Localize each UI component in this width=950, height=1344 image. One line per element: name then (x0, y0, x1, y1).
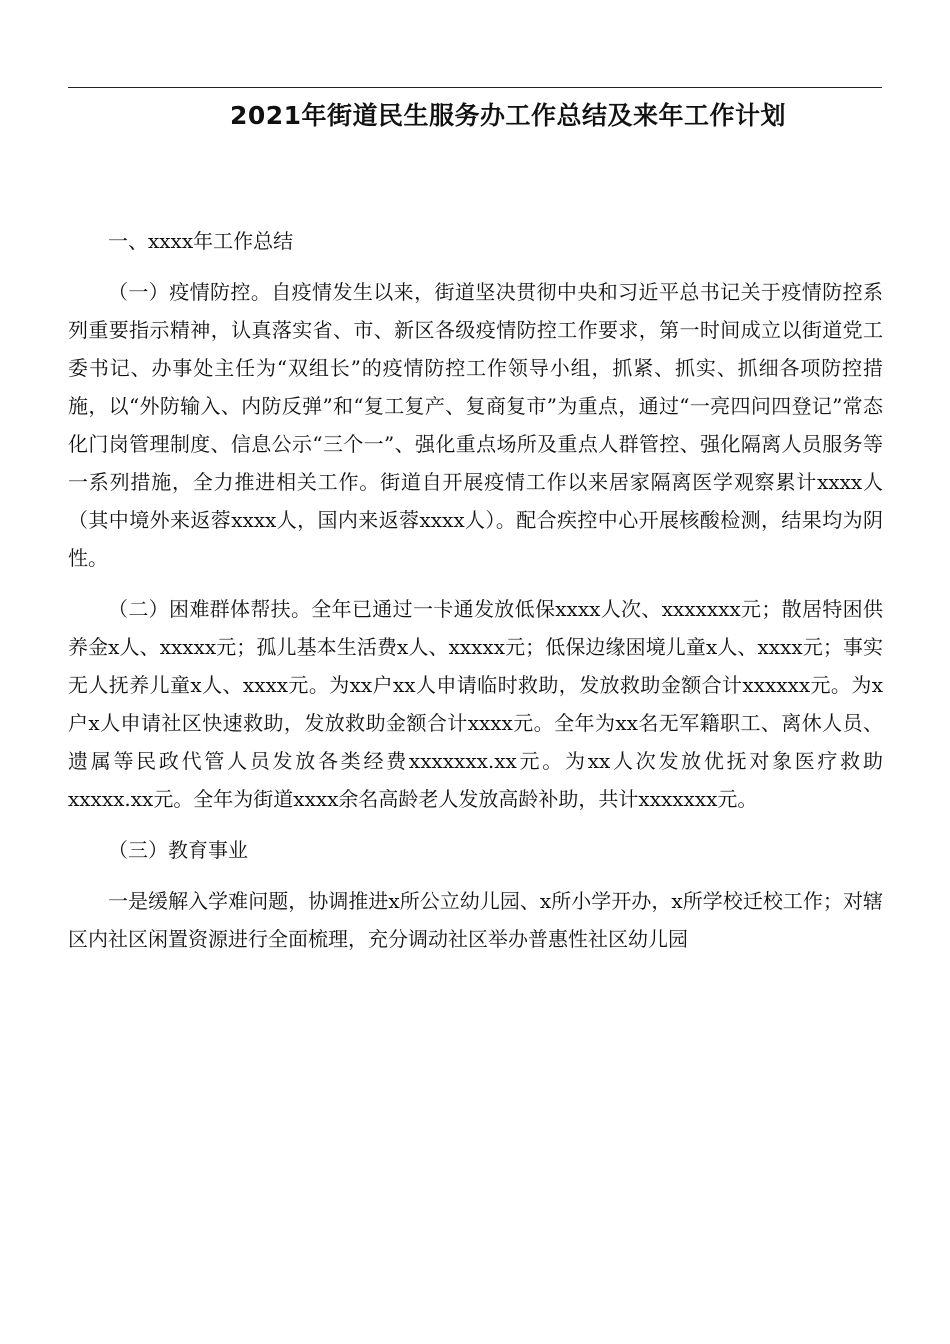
document-title: 2021年街道民生服务办工作总结及来年工作计划 (229, 101, 787, 130)
document-body (68, 222, 883, 971)
paragraph-epidemic-control: （一）疫情防控。自疫情发生以来，街道坚决贯彻中央和习近平总书记关于疫情防控系列重要指示精神，认真落实省、市、新区各级疫情防控工作要求，第一时间成立以街道党工委书记、办事处主任为“双组长”的疫情防控工作领导小组，抓紧、抓实、抓细各项防控措施，以“外防输入、内防反弹”和“复工复产、复商复市”为重点，通过“一亮四问四登记”常态化门岗管理制度、信息公示“三个一”、强化重点场所及重点人群管控、强化隔离人员服务等一系列措施，全力推进相关工作。街道自开展疫情工作以来居家隔离医学观察累计xxxx人（其中境外来返蓉xxxx人，国内来返蓉xxxx人）。配合疾控中心开展核酸检测，结果均为阴性。 (68, 280, 883, 570)
header-rule (68, 87, 882, 88)
subsection-heading-education: （三）教育事业 (108, 838, 248, 862)
paragraph-education: 一是缓解入学难问题，协调推进x所公立幼儿园、x所小学开办，x所学校迁校工作；对辖区内社区闲置资源进行全面梳理，充分调动社区举办普惠性社区幼儿园 (68, 889, 883, 951)
paragraph-assistance: （二）困难群体帮扶。全年已通过一卡通发放低保xxxx人次、xxxxxxx元；散居特困供养金x人、xxxxx元；孤儿基本生活费x人、xxxxx元；低保边缘困境儿童x人、xxxx元；事实无人抚养儿童x人、xxxx元。为xx户xx人申请临时救助，发放救助金额合计xxxxxx元。为x户x人申请社区快速救助，发放救助金额合计xxxx元。全年为xx名无军籍职工、离休人员、遗属等民政代管人员发放各类经费xxxxxxx.xx元。为xx人次发放优抚对象医疗救助xxxxx.xx元。全年为街道xxxx余名高龄老人发放高龄补助，共计xxxxxxx元。 (68, 597, 883, 811)
section-heading: 一、xxxx年工作总结 (108, 229, 294, 253)
